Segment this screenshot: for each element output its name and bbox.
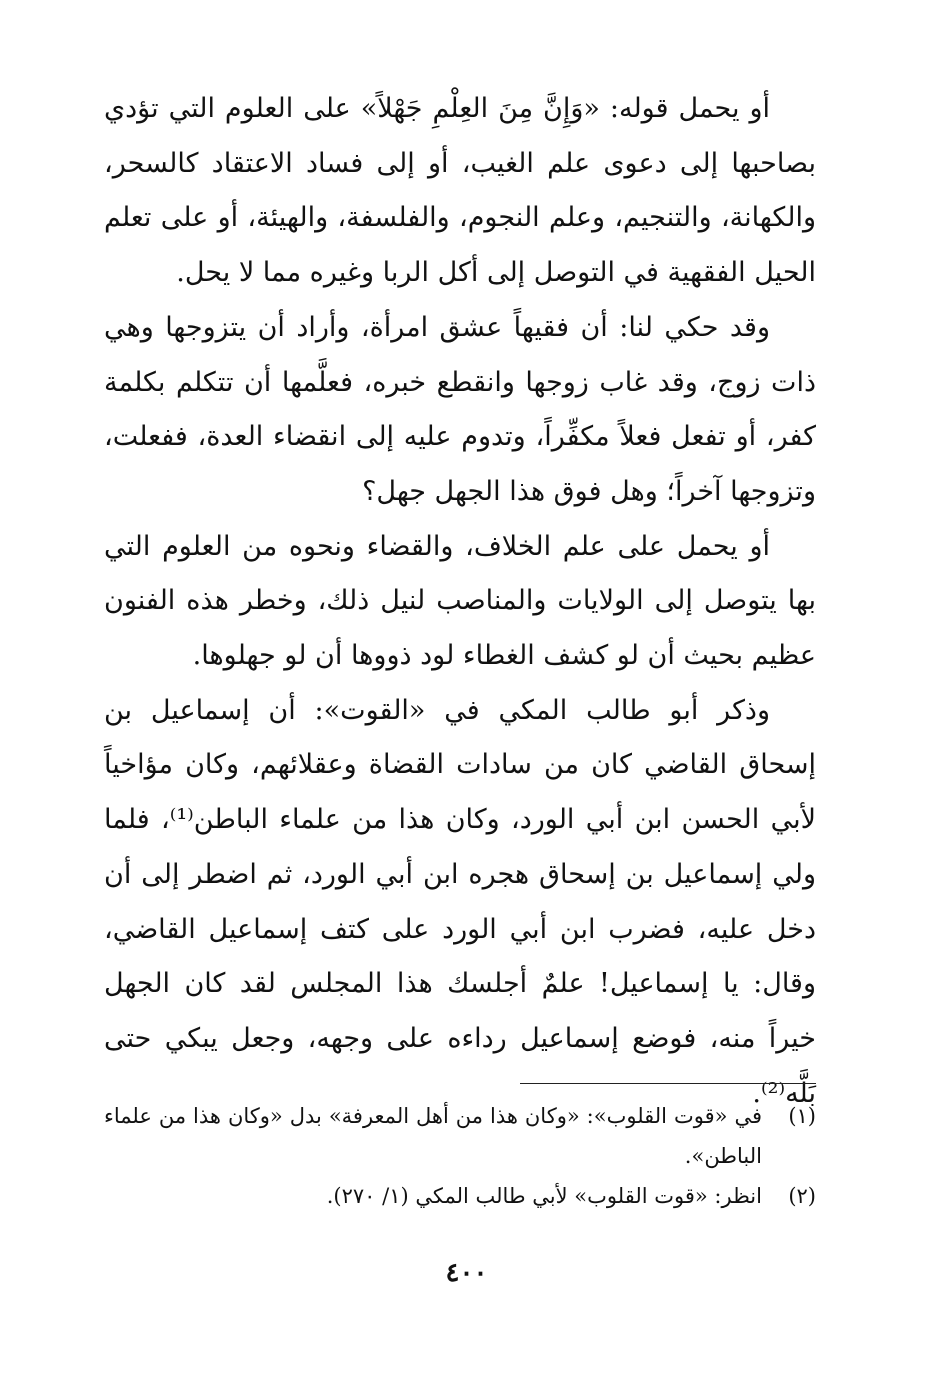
- footnote-number: (١): [788, 1104, 816, 1128]
- footnote-text: في «قوت القلوب»: «وكان هذا من أهل المعرفة» بدل «وكان هذا من علماء الباطن».: [104, 1104, 762, 1168]
- footnote-divider: [520, 1083, 816, 1084]
- paragraph-3: أو يحمل على علم الخلاف، والقضاء ونحوه من العلوم التي بها يتوصل إلى الولايات والمناصب لنيل ذلك، وخطر هذه الفنون عظيم بحيث أن لو كشف الغطاء لود ذووها أن لو جهلوها.: [104, 530, 816, 672]
- footnotes: [104, 1096, 816, 1216]
- page-body: [104, 82, 816, 1121]
- footnote-number: (٢): [788, 1184, 816, 1208]
- footnote-1: [104, 1096, 816, 1176]
- page-number: ٤٠٠: [445, 1258, 488, 1288]
- footnote-text: انظر: «قوت القلوب» لأبي طالب المكي (١/ ٢٧٠).: [326, 1184, 762, 1208]
- paragraph-4: وذكر أبو طالب المكي في «القوت»: أن إسماعيل بن إسحاق القاضي كان من سادات القضاة وعقلائهم، وكان مؤاخياً لأبي الحسن ابن أبي الورد، وكان هذا من علماء الباطن⁽¹⁾، فلما ولي إسماعيل بن إسحاق هجره ابن أبي الورد، ثم اضطر إلى أن دخل عليه، فضرب ابن أبي الورد على كتف إسماعيل القاضي، وقال: يا إسماعيل! علمٌ أجلسك هذا المجلس لقد كان الجهل خيراً منه، فوضع إسماعيل رداءه على وجهه، وجعل يبكي حتى بَلَّه⁽²⁾.: [104, 694, 816, 1109]
- footnote-2: [104, 1176, 816, 1216]
- paragraph-2: وقد حكي لنا: أن فقيهاً عشق امرأة، وأراد أن يتزوجها وهي ذات زوج، وقد غاب زوجها وانقطع خبره، فعلَّمها أن تتكلم بكلمة كفر، أو تفعل فعلاً مكفِّراً، وتدوم عليه إلى انقضاء العدة، ففعلت، وتزوجها آخراً؛ وهل فوق هذا الجهل جهل؟: [104, 311, 816, 507]
- main-text: [104, 82, 816, 1121]
- paragraph-1: أو يحمل قوله: «وَإِنَّ مِنَ العِلْمِ جَهْلاً» على العلوم التي تؤدي بصاحبها إلى دعوى علم الغيب، أو إلى فساد الاعتقاد كالسحر، والكهانة، والتنجيم، وعلم النجوم، والفلسفة، والهيئة، أو على تعلم الحيل الفقهية في التوصل إلى أكل الربا وغيره مما لا يحل.: [104, 93, 816, 289]
